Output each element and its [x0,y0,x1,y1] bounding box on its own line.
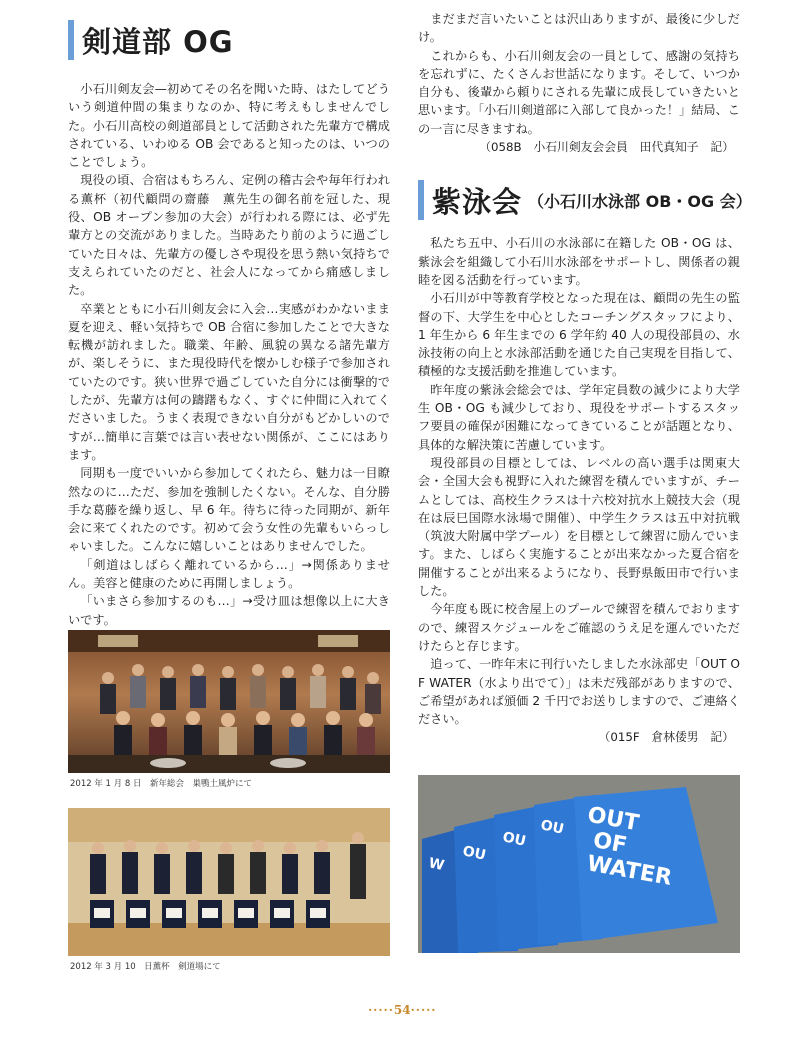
kendo-paragraph: 現役の頃、合宿はもちろん、定例の稽古会や毎年行われる薫杯（初代顧問の齋藤 薫先生の御名前を冠した、現役、OB オープン参加の大会）が行われる際には、必ず先輩方との交流がありました。当時あたり前のように過ごしていた日々は、先輩方の優しさや現役を思う熱い気持ちで支えられていたのだと、社会人になってから痛感しました。 [68,173,390,298]
kendo-dojo-photo [68,808,390,956]
photo-caption: 2012 年 3 月 10 日薫杯 剣道場にて [70,962,221,972]
page-number-ornament-left: ····· [368,1003,394,1017]
kendo-signature: （058B 小石川剣友会会員 田代真知子 記） [479,140,734,155]
book-title-line: OF [591,828,629,859]
kendo-title: 剣道部 OG [82,24,234,59]
swim-paragraph: 昨年度の紫泳会総会では、学年定員数の減少により大学生 OB・OG も減少しており、現役をサポートするスタッフ要員の確保が困難になってきていることが話題となり、具体的な解決策に苦慮しています。 [418,382,740,452]
photo-caption: 2012 年 1 月 8 日 新年総会 巣鴨土風炉にて [70,779,252,789]
kendo-paragraph: 「剣道はしばらく離れているから…」→関係ありません。美容と健康のために再開しましょう。 [68,557,390,591]
out-of-water-books-photo [418,775,740,953]
heading-accent-bar [418,180,424,220]
kendo-paragraph: これからも、小石川剣友会の一員として、感謝の気持ちを忘れずに、たくさんお世話になります。そして、いつか自分も、後輩から頼りにされる先輩に成長していきたいと思います。「小石川剣道部に入部して良かった！」結局、この一言に尽きますね。 [418,48,740,136]
swim-paragraph: 私たち五中、小石川の水泳部に在籍した OB・OG は、紫泳会を組織して小石川水泳部をサポートし、関係者の親睦を図る活動を行っています。 [418,236,740,287]
page-number-value: 54 [393,1003,411,1017]
svg-text:OU: OU [501,829,528,850]
kendo-paragraph: 卒業とともに小石川剣友会に入会…実感がわかないまま夏を迎え、軽い気持ちで OB 合宿に参加したことで大きな転機が訪れました。職業、年齢、風貌の異なる諸先輩方が、楽しそうに、また現役時代を懐かしむ様子で参加されていたのです。狭い世界で過ごしていた自分には衝撃的でしたが、先輩方は何の躊躇もなく、すぐに仲間に入れてくださいました。うまく表現できない自分がもどかしいのですが…簡単に言葉では言い表せない関係が、ここにはあります。 [68,301,390,462]
dojo-photo-image [68,808,390,956]
swim-heading [418,178,752,222]
swim-paragraph: 現役部員の目標としては、レベルの高い選手は関東大会・全国大会も視野に入れた練習を積んでいますが、チームとしては、高校生クラスは十六校対抗水上競技大会（現在は辰巳国際水泳場で開催）、中学生クラスは五中対抗戦（筑波大附属中学プール）を目標として練習に励んでいます。また、しばらく実施することが出来なかった夏合宿を開催することが出来るようになり、長野県飯田市で行いました。 [418,455,740,599]
kendo-paragraph: まだまだ言いたいことは沢山ありますが、最後に少しだけ。 [418,12,740,45]
kendo-paragraph: 同期も一度でいいから参加してくれたら、魅力は一目瞭然なのに…ただ、参加を強制したくない。そんな、自分勝手な葛藤を繰り返し、早 6 年。待ちに待った同期が、新年会に来てくれたのです。初めて会う女性の先輩もいらっしゃいました。こんなに嬉しいことはありませんでした。 [68,466,390,554]
kendo-heading [68,18,390,62]
kendo-paragraph: 小石川剣友会—初めてその名を聞いた時、はたしてどういう剣道仲間の集まりなのか、特に考えもしませんでした。小石川高校の剣道部員として活動された先輩方で構成されている、いわゆる OB 会であると知ったのは、いつのことでしょう。 [68,82,390,170]
page-number-ornament-right: ····· [410,1003,437,1017]
swim-paragraph: 追って、一昨年末に刊行いたしました水泳部史「OUT OF WATER（水より出でて）」は未だ残部がありますので、ご希望があれば頒価 2 千円でお送りしますので、ご連絡ください。 [418,657,740,727]
svg-text:OU: OU [461,843,488,864]
kendo-paragraph: 「いまさら参加するのも…」→受け皿は想像以上に大きいです。 [68,594,390,627]
heading-accent-bar [68,20,74,60]
svg-text:OU: OU [539,817,566,838]
svg-text:W: W [427,855,446,875]
swim-signature: （015F 倉林倭男 記） [598,730,734,745]
page-number [368,1003,437,1017]
book-title-line: WATER [585,851,674,891]
book-stack-image [418,775,740,953]
swim-subtitle: （小石川水泳部 OB・OG 会） [528,191,752,211]
new-year-party-photo [68,630,390,773]
kendo-article-continued [418,0,752,747]
group-photo-image [68,630,390,773]
swim-paragraph: 小石川が中等教育学校となった現在は、顧問の先生の監督の下、大学生を中心としたコーチングスタッフにより、1 年生から 6 年生までの 6 学年約 40 人の現役部員の、水泳技術の向上と水泳部活動を通じた自己実現を目指して、積極的な支援活動を推進しています。 [418,291,740,379]
swim-paragraph: 今年度も既に校舎屋上のプールで練習を積んでおりますので、練習スケジュールをご確認のうえ足を運んでいただけたらと存じます。 [418,602,740,653]
swim-title: 紫泳会 [432,184,523,219]
kendo-article [68,0,390,629]
book-title-line: OUT [585,802,641,837]
